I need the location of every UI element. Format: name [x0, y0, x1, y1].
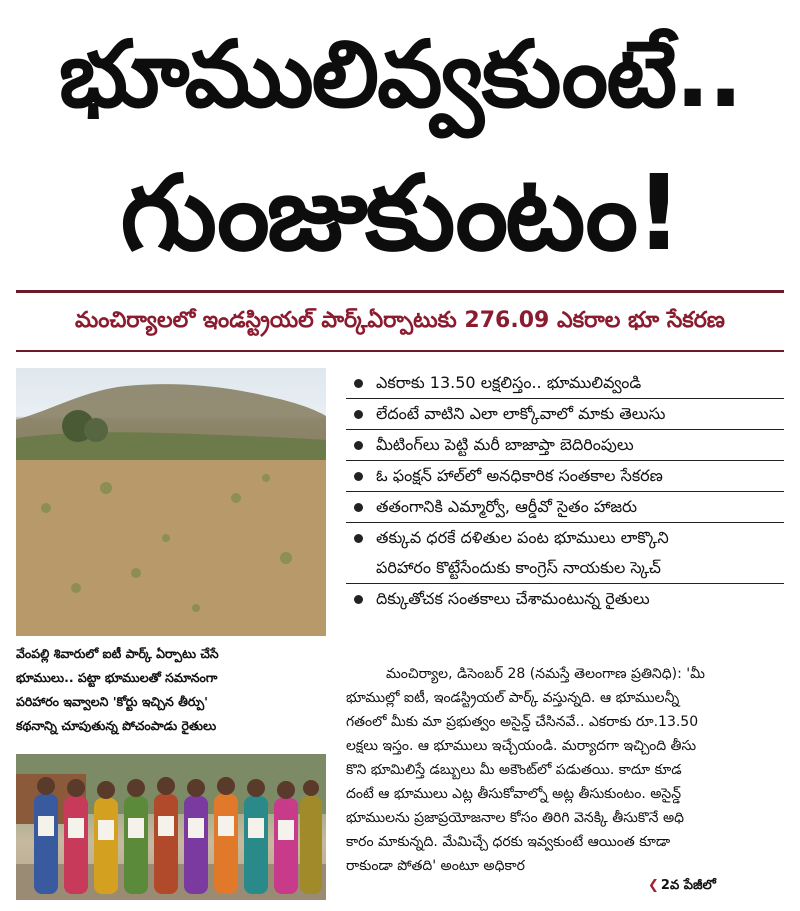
article-line: భూముల్లో ఐటీ, ఇండస్ట్రియల్ పార్క్ వస్తున్నది. ఆ భూములన్నీ	[346, 690, 680, 706]
subheadline: మంచిర్యాలలో ఇండస్ట్రియల్ పార్క్‌ఏర్పాటుకు 276.09 ఎకరాల భూ సేకరణ	[75, 308, 725, 333]
bullet-text: ఎకరాకు 13.50 లక్షలిస్తం.. భూములివ్వండి	[376, 373, 642, 392]
bullet-item-continuation	[346, 553, 784, 584]
photo-caption-line: పరిహారం ఇవ్వాలని 'కోర్టు ఇచ్చిన తీర్పు'	[16, 694, 209, 709]
bullet-item	[346, 399, 784, 430]
bullet-item	[346, 368, 784, 399]
bullet-dot-icon	[354, 503, 363, 512]
photo-caption	[16, 642, 326, 742]
bullet-text: దిక్కుతోచక సంతకాలు చేశామంటున్న రైతులు	[376, 589, 650, 608]
bullet-item	[346, 584, 784, 614]
article-line: దంటే ఆ భూములు ఎట్ల తీసుకోవాల్నో అట్ల తీసుకుంటం. అసైన్డ్	[346, 786, 682, 802]
article-line: మంచిర్యాల, డిసెంబర్ 28 (నమస్తే తెలంగాణ ప్రతినిధి): 'మీ	[386, 666, 705, 682]
bullet-item	[346, 461, 784, 492]
bullet-text: తతంగానికి ఎమ్మార్వో, ఆర్డీవో సైతం హాజరు	[376, 497, 638, 516]
bullet-text: ఓ ఫంక్షన్ హాల్‌లో అనధికారిక సంతకాల సేకరణ	[376, 466, 663, 485]
photo-caption-line: కథనాన్ని చూపుతున్న పోచంపాడు రైతులు	[16, 718, 217, 733]
bullet-text: లేదంటే వాటిని ఎలా లాక్కోవాలో మాకు తెలుసు	[376, 404, 666, 423]
article-line: కొని భూమిలిస్తే డబ్బులు మీ అకౌంట్‌లో పడుతయి. కాదూ కూడ	[346, 762, 682, 778]
bullet-dot-icon	[354, 410, 363, 419]
bullet-item	[346, 430, 784, 461]
farmers-group-photo	[16, 754, 326, 900]
photo-caption-line: వేంపల్లి శివారులో ఐటీ పార్క్ ఏర్పాటు చేసే	[16, 646, 219, 661]
continue-arrow-icon: ❮	[648, 878, 659, 893]
bullet-list	[346, 368, 784, 614]
bullet-dot-icon	[354, 472, 363, 481]
bullet-dot-icon	[354, 379, 363, 388]
subhead-top-rule	[16, 290, 784, 293]
bullet-dot-icon	[354, 534, 363, 543]
headline-line-1: భూములివ్వకుంటే..	[58, 21, 742, 128]
subhead-bottom-rule	[16, 350, 784, 352]
farmland-photo	[16, 368, 326, 636]
article-line: భూములను ప్రజాప్రయోజనాల కోసం తిరిగి వెనక్కి తీసుకొనే అధి	[346, 810, 685, 826]
continued-on-page-link[interactable]	[648, 878, 716, 896]
bullet-text: తక్కువ ధరకే దళితుల పంట భూములు లాక్కొని	[376, 528, 669, 547]
bullet-text: పరిహారం కొట్టేసేందుకు కాంగ్రెస్ నాయకుల స్కెచ్	[376, 558, 661, 577]
bullet-dot-icon	[354, 441, 363, 450]
article-line: గతంలో మీకు మా ప్రభుత్వం అసైన్డ్ చేసినవే.. ఎకరాకు రూ.13.50	[346, 714, 699, 730]
bullet-dot-icon	[354, 595, 363, 604]
headline-line-2: గుంజుకుంటం!	[120, 152, 680, 274]
article-line: కారం మాకున్నది. మేమిచ్చే ధరకు ఇవ్వకుంటే ఆయింత కూడా	[346, 834, 671, 850]
article-line: లక్షలు ఇస్తం. ఆ భూములు ఇచ్చేయండి. మర్యాదగా ఇచ్చింది తీసు	[346, 738, 697, 754]
article-line: రాకుండా పోతది' అంటూ అధికార	[346, 858, 525, 874]
bullet-item	[346, 492, 784, 523]
bullet-item	[346, 523, 784, 553]
article-body	[346, 662, 786, 904]
continued-label: 2వ పేజీలో	[660, 878, 716, 893]
photo-caption-line: భూములు.. పట్టా భూములతో సమానంగా	[16, 670, 218, 685]
bullet-text: మీటింగ్‌లు పెట్టి మరీ బాజాప్తా బెదిరింపులు	[376, 435, 634, 454]
